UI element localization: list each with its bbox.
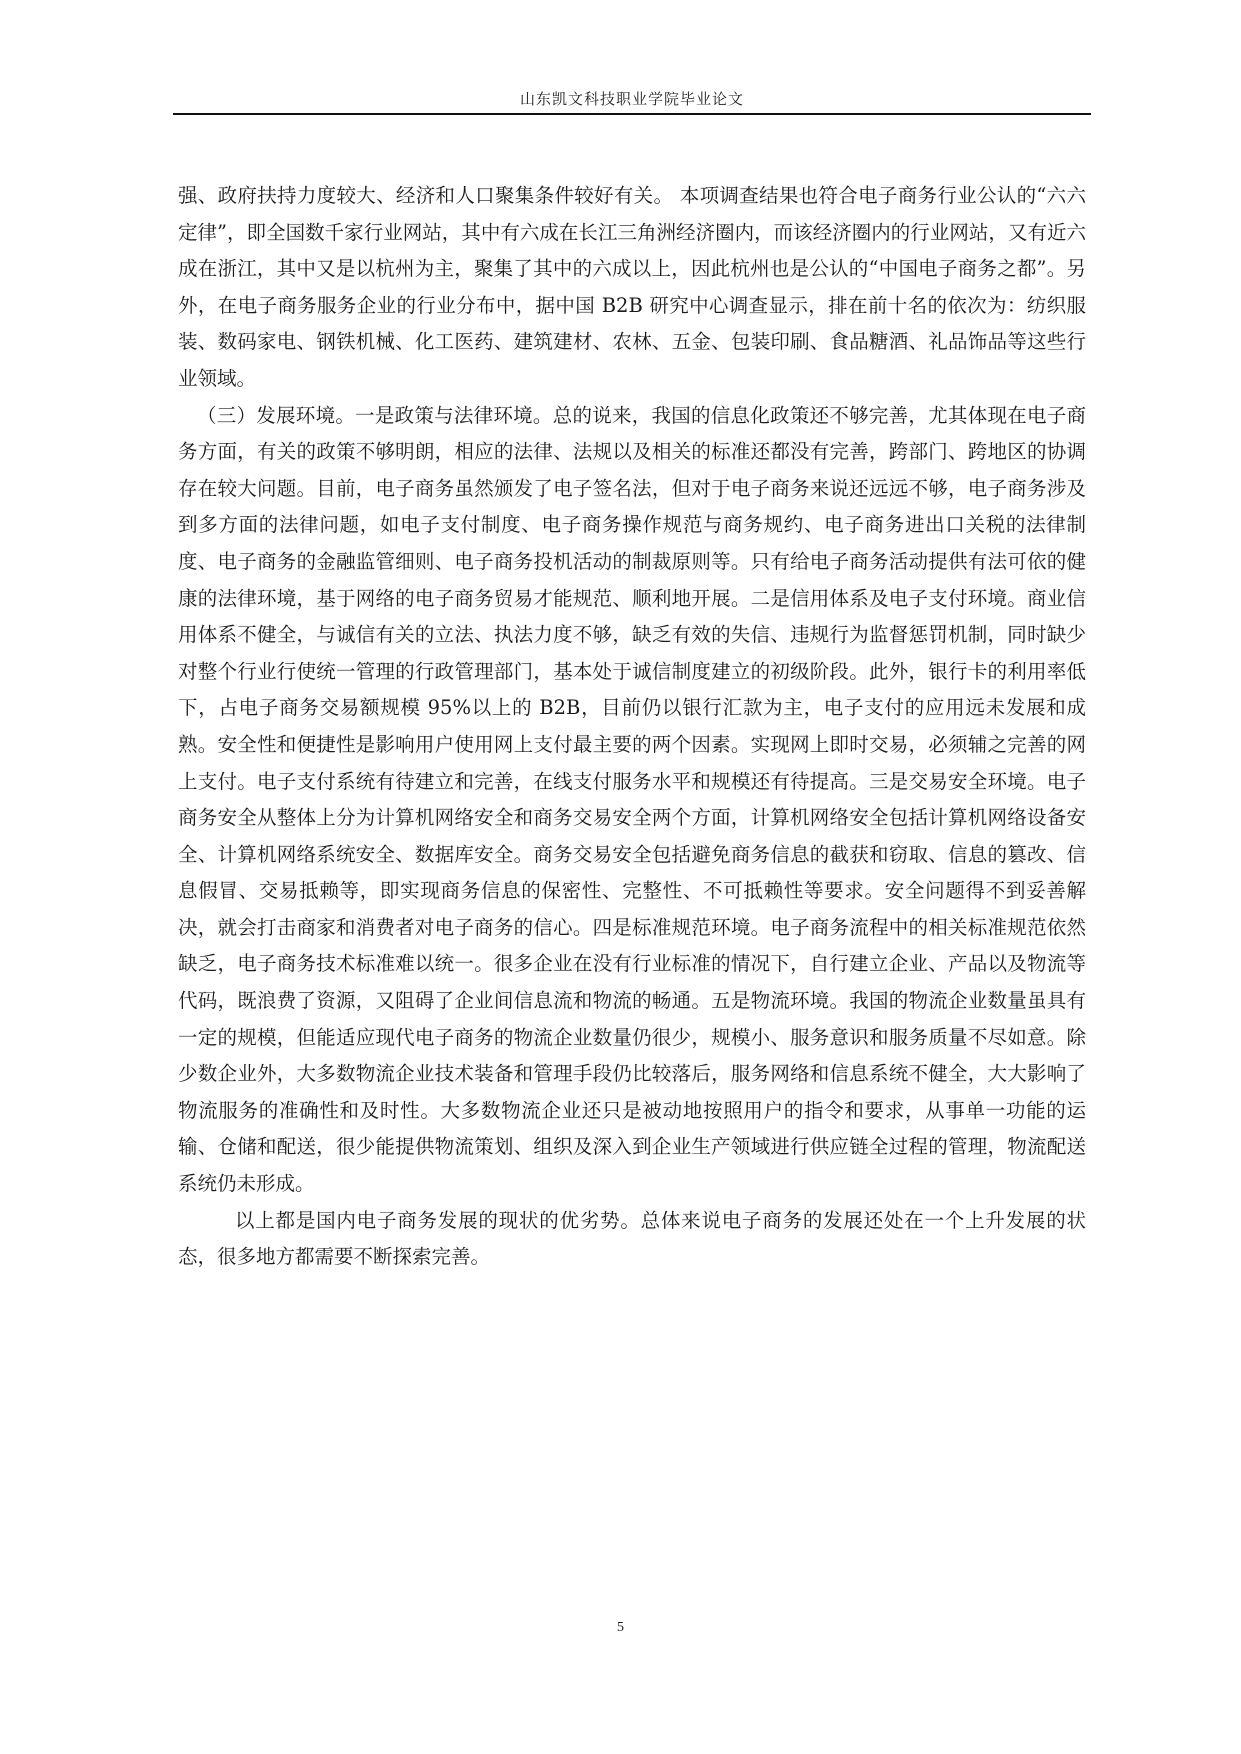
paragraph-continuation: 强、政府扶持力度较大、经济和人口聚集条件较好有关。 本项调查结果也符合电子商务行业公认的“六六定律”，即全国数千家行业网站，其中有六成在长江三角洲经济圈内，而该经济圈内的行业网站，又有近六成在浙江，其中又是以杭州为主，聚集了其中的六成以上，因此杭州也是公认的“中国电子商务之都”。另外，在电子商务服务企业的行业分布中，据中国 B2B 研究中心调查显示，排在前十名的依次为：纺织服装、数码家电、钢铁机械、化工医药、建筑建材、农林、五金、包装印刷、食品糖酒、礼品饰品等这些行业领域。 — [178, 184, 1086, 390]
page-header-title: 山东凯文科技职业学院毕业论文 — [519, 90, 744, 108]
header-divider — [173, 113, 1091, 115]
paragraph-summary: 以上都是国内电子商务发展的现状的优劣势。总体来说电子商务的发展还处在一个上升发展的状态，很多地方都需要不断探索完善。 — [178, 1208, 1086, 1269]
page-number: 5 — [617, 1620, 624, 1635]
paragraph-development-environment: （三）发展环境。一是政策与法律环境。总的说来，我国的信息化政策还不够完善，尤其体现在电子商务方面，有关的政策不够明朗，相应的法律、法规以及相关的标准还都没有完善，跨部门、跨地区的协调存在较大问题。目前，电子商务虽然颁发了电子签名法，但对于电子商务来说还远远不够，电子商务涉及到多方面的法律问题，如电子支付制度、电子商务操作规范与商务规约、电子商务进出口关税的法律制度、电子商务的金融监管细则、电子商务投机活动的制裁原则等。只有给电子商务活动提供有法可依的健康的法律环境，基于网络的电子商务贸易才能规范、顺利地开展。二是信用体系及电子支付环境。商业信用体系不健全，与诚信有关的立法、执法力度不够，缺乏有效的失信、违规行为监督惩罚机制，同时缺少对整个行业行使统一管理的行政管理部门，基本处于诚信制度建立的初级阶段。此外，银行卡的利用率低下，占电子商务交易额规模 95%以上的 B2B，目前仍以银行汇款为主，电子支付的应用远未发展和成熟。安全性和便捷性是影响用户使用网上支付最主要的两个因素。实现网上即时交易，必须辅之完善的网上支付。电子支付系统有待建立和完善，在线支付服务水平和规模还有待提高。三是交易安全环境。电子商务安全从整体上分为计算机网络安全和商务交易安全两个方面，计算机网络安全包括计算机网络设备安全、计算机网络系统安全、数据库安全。商务交易安全包括避免商务信息的截获和窃取、信息的篡改、信息假冒、交易抵赖等，即实现商务信息的保密性、完整性、不可抵赖性等要求。安全问题得不到妥善解决，就会打击商家和消费者对电子商务的信心。四是标准规范环境。电子商务流程中的相关标准规范依然缺乏，电子商务技术标准难以统一。很多企业在没有行业标准的情况下，自行建立企业、产品以及物流等代码，既浪费了资源，又阻碍了企业间信息流和物流的畅通。五是物流环境。我国的物流企业数量虽具有一定的规模，但能适应现代电子商务的物流企业数量仍很少，规模小、服务意识和服务质量不尽如意。除少数企业外，大多数物流企业技术装备和管理手段仍比较落后，服务网络和信息系统不健全，大大影响了物流服务的准确性和及时性。大多数物流企业还只是被动地按照用户的指令和要求，从事单一功能的运输、仓储和配送，很少能提供物流策划、组织及深入到企业生产领域进行供应链全过程的管理，物流配送系统仍未形成。 — [178, 403, 1086, 1196]
document-body — [178, 178, 1086, 1276]
